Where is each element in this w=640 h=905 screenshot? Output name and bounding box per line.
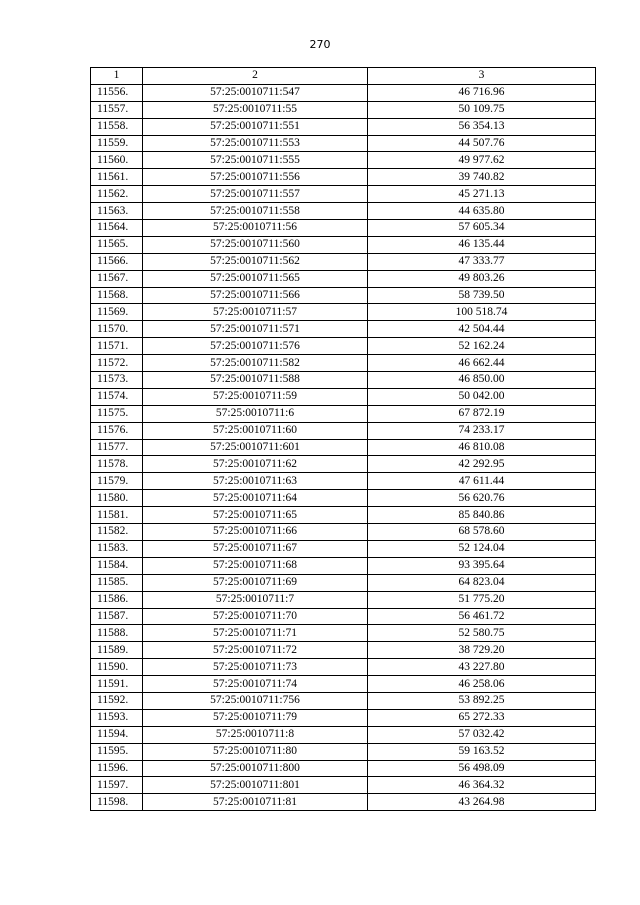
value-cell: 52 162.24 [368,338,596,355]
value-cell: 65 272.33 [368,709,596,726]
value-cell: 53 892.25 [368,692,596,709]
value-cell: 56 620.76 [368,490,596,507]
table-row [91,270,596,287]
table-row [91,388,596,405]
cadastral-number-cell: 57:25:0010711:7 [143,591,368,608]
cadastral-number-cell: 57:25:0010711:55 [143,101,368,118]
value-cell: 100 518.74 [368,304,596,321]
cadastral-number-cell: 57:25:0010711:560 [143,236,368,253]
value-cell: 52 580.75 [368,625,596,642]
value-cell: 56 461.72 [368,608,596,625]
cadastral-number-cell: 57:25:0010711:60 [143,422,368,439]
value-cell: 85 840.86 [368,507,596,524]
cadastral-number-cell: 57:25:0010711:582 [143,355,368,372]
cadastral-number-cell: 57:25:0010711:555 [143,152,368,169]
row-number-cell: 11556. [91,84,143,101]
value-cell: 68 578.60 [368,524,596,541]
table-row [91,152,596,169]
cadastral-number-cell: 57:25:0010711:601 [143,439,368,456]
row-number-cell: 11577. [91,439,143,456]
data-table [90,67,596,811]
value-cell: 42 292.95 [368,456,596,473]
table-row [91,659,596,676]
value-cell: 46 662.44 [368,355,596,372]
cadastral-number-cell: 57:25:0010711:66 [143,524,368,541]
value-cell: 51 775.20 [368,591,596,608]
row-number-cell: 11575. [91,405,143,422]
table-row [91,777,596,794]
row-number-cell: 11558. [91,118,143,135]
value-cell: 49 803.26 [368,270,596,287]
cadastral-number-cell: 57:25:0010711:64 [143,490,368,507]
table-row [91,304,596,321]
table-header-row [91,68,596,85]
cadastral-number-cell: 57:25:0010711:547 [143,84,368,101]
value-cell: 67 872.19 [368,405,596,422]
table-row [91,405,596,422]
cadastral-number-cell: 57:25:0010711:72 [143,642,368,659]
cadastral-number-cell: 57:25:0010711:79 [143,709,368,726]
row-number-cell: 11594. [91,726,143,743]
table-row [91,473,596,490]
row-number-cell: 11568. [91,287,143,304]
value-cell: 50 042.00 [368,388,596,405]
table-row [91,372,596,389]
table-row [91,287,596,304]
value-cell: 46 810.08 [368,439,596,456]
value-cell: 46 716.96 [368,84,596,101]
value-cell: 49 977.62 [368,152,596,169]
cadastral-number-cell: 57:25:0010711:81 [143,794,368,811]
cadastral-number-cell: 57:25:0010711:571 [143,321,368,338]
cadastral-number-cell: 57:25:0010711:56 [143,220,368,237]
table-row [91,118,596,135]
row-number-cell: 11560. [91,152,143,169]
value-cell: 46 258.06 [368,676,596,693]
cadastral-number-cell: 57:25:0010711:8 [143,726,368,743]
value-cell: 56 498.09 [368,760,596,777]
column-header-1: 1 [91,68,143,85]
table-row [91,524,596,541]
table-row [91,439,596,456]
value-cell: 46 850.00 [368,372,596,389]
row-number-cell: 11563. [91,203,143,220]
row-number-cell: 11578. [91,456,143,473]
table-row [91,642,596,659]
value-cell: 39 740.82 [368,169,596,186]
row-number-cell: 11570. [91,321,143,338]
cadastral-number-cell: 57:25:0010711:562 [143,253,368,270]
value-cell: 58 739.50 [368,287,596,304]
row-number-cell: 11590. [91,659,143,676]
row-number-cell: 11567. [91,270,143,287]
row-number-cell: 11581. [91,507,143,524]
table-row [91,794,596,811]
cadastral-number-cell: 57:25:0010711:558 [143,203,368,220]
table-row [91,338,596,355]
table-row [91,591,596,608]
cadastral-number-cell: 57:25:0010711:70 [143,608,368,625]
value-cell: 47 611.44 [368,473,596,490]
cadastral-number-cell: 57:25:0010711:801 [143,777,368,794]
value-cell: 46 135.44 [368,236,596,253]
cadastral-number-cell: 57:25:0010711:6 [143,405,368,422]
row-number-cell: 11580. [91,490,143,507]
cadastral-number-cell: 57:25:0010711:68 [143,557,368,574]
table-row [91,101,596,118]
value-cell: 52 124.04 [368,540,596,557]
row-number-cell: 11598. [91,794,143,811]
cadastral-number-cell: 57:25:0010711:65 [143,507,368,524]
value-cell: 47 333.77 [368,253,596,270]
cadastral-number-cell: 57:25:0010711:69 [143,574,368,591]
cadastral-number-cell: 57:25:0010711:557 [143,186,368,203]
cadastral-number-cell: 57:25:0010711:73 [143,659,368,676]
cadastral-number-cell: 57:25:0010711:800 [143,760,368,777]
cadastral-number-cell: 57:25:0010711:553 [143,135,368,152]
row-number-cell: 11591. [91,676,143,693]
table-row [91,203,596,220]
row-number-cell: 11588. [91,625,143,642]
row-number-cell: 11565. [91,236,143,253]
row-number-cell: 11571. [91,338,143,355]
table-row [91,507,596,524]
cadastral-number-cell: 57:25:0010711:59 [143,388,368,405]
row-number-cell: 11582. [91,524,143,541]
table-row [91,84,596,101]
column-header-3: 3 [368,68,596,85]
row-number-cell: 11572. [91,355,143,372]
row-number-cell: 11557. [91,101,143,118]
value-cell: 44 507.76 [368,135,596,152]
value-cell: 56 354.13 [368,118,596,135]
value-cell: 57 032.42 [368,726,596,743]
value-cell: 43 227.80 [368,659,596,676]
row-number-cell: 11587. [91,608,143,625]
value-cell: 57 605.34 [368,220,596,237]
row-number-cell: 11596. [91,760,143,777]
row-number-cell: 11589. [91,642,143,659]
cadastral-number-cell: 57:25:0010711:74 [143,676,368,693]
cadastral-number-cell: 57:25:0010711:62 [143,456,368,473]
value-cell: 43 264.98 [368,794,596,811]
table-row [91,422,596,439]
value-cell: 50 109.75 [368,101,596,118]
value-cell: 46 364.32 [368,777,596,794]
row-number-cell: 11584. [91,557,143,574]
value-cell: 64 823.04 [368,574,596,591]
cadastral-number-cell: 57:25:0010711:63 [143,473,368,490]
value-cell: 93 395.64 [368,557,596,574]
column-header-2: 2 [143,68,368,85]
row-number-cell: 11593. [91,709,143,726]
row-number-cell: 11595. [91,743,143,760]
table-row [91,135,596,152]
table-row [91,557,596,574]
table-row [91,625,596,642]
cadastral-number-cell: 57:25:0010711:576 [143,338,368,355]
table-row [91,676,596,693]
cadastral-number-cell: 57:25:0010711:566 [143,287,368,304]
row-number-cell: 11569. [91,304,143,321]
cadastral-number-cell: 57:25:0010711:565 [143,270,368,287]
table-row [91,692,596,709]
row-number-cell: 11579. [91,473,143,490]
table-row [91,321,596,338]
row-number-cell: 11583. [91,540,143,557]
row-number-cell: 11564. [91,220,143,237]
cadastral-number-cell: 57:25:0010711:71 [143,625,368,642]
table-row [91,253,596,270]
value-cell: 44 635.80 [368,203,596,220]
cadastral-number-cell: 57:25:0010711:556 [143,169,368,186]
cadastral-number-cell: 57:25:0010711:756 [143,692,368,709]
table-row [91,456,596,473]
value-cell: 38 729.20 [368,642,596,659]
row-number-cell: 11574. [91,388,143,405]
row-number-cell: 11585. [91,574,143,591]
value-cell: 45 271.13 [368,186,596,203]
row-number-cell: 11561. [91,169,143,186]
row-number-cell: 11562. [91,186,143,203]
table-row [91,726,596,743]
row-number-cell: 11586. [91,591,143,608]
cadastral-number-cell: 57:25:0010711:80 [143,743,368,760]
table-row [91,236,596,253]
value-cell: 42 504.44 [368,321,596,338]
table-row [91,760,596,777]
row-number-cell: 11573. [91,372,143,389]
cadastral-number-cell: 57:25:0010711:57 [143,304,368,321]
row-number-cell: 11592. [91,692,143,709]
table-row [91,574,596,591]
table-row [91,490,596,507]
value-cell: 74 233.17 [368,422,596,439]
row-number-cell: 11559. [91,135,143,152]
cadastral-number-cell: 57:25:0010711:551 [143,118,368,135]
table-row [91,608,596,625]
cadastral-number-cell: 57:25:0010711:67 [143,540,368,557]
table-row [91,709,596,726]
table-row [91,169,596,186]
cadastral-number-cell: 57:25:0010711:588 [143,372,368,389]
row-number-cell: 11576. [91,422,143,439]
page-number: 270 [309,38,331,51]
table-row [91,355,596,372]
value-cell: 59 163.52 [368,743,596,760]
table-body [91,84,596,810]
row-number-cell: 11597. [91,777,143,794]
table-row [91,743,596,760]
row-number-cell: 11566. [91,253,143,270]
table-row [91,186,596,203]
table-row [91,540,596,557]
table-row [91,220,596,237]
